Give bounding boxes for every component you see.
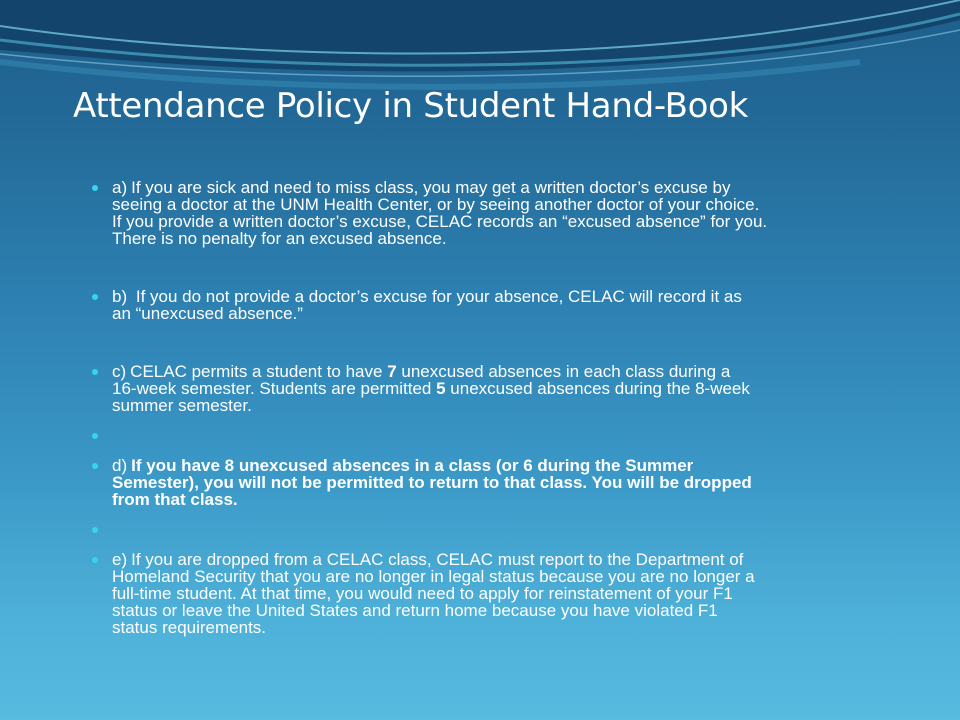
bullet-c-line-2 xyxy=(112,380,912,397)
bullet-item-d xyxy=(92,457,912,508)
bullet-a-line-3: If you provide a written doctor’s excuse, CELAC records an “excused absence” for you. xyxy=(112,212,768,231)
bullet-c-text-1b: unexcused absences in each class during a xyxy=(396,362,731,381)
bullet-d-label: d) xyxy=(112,456,128,475)
bullet-dot-icon xyxy=(92,294,98,300)
bullet-e-line-5: status requirements. xyxy=(112,618,267,637)
bullet-a-line-1 xyxy=(112,179,912,196)
bullet-dot-icon xyxy=(92,557,98,563)
bullet-b-line-2: an “unexcused absence.” xyxy=(112,304,303,323)
bullet-e-label: e) xyxy=(112,550,128,569)
empty-bullet-item xyxy=(92,427,912,444)
bullet-a-line-4: There is no penalty for an excused absence. xyxy=(112,229,447,248)
bullet-e-line-3: full-time student. At that time, you would need to apply for reinstatement of your F1 xyxy=(112,584,733,603)
bullet-dot-icon xyxy=(92,185,98,191)
bullet-dot-icon xyxy=(92,463,98,469)
bullet-c-bold-1: 7 xyxy=(387,362,397,381)
bullet-e-line-1 xyxy=(112,551,912,568)
bullet-a-text-1: If you are sick and need to miss class, you may get a written doctor’s excuse by xyxy=(131,178,731,197)
bullet-d-text-1: If you have 8 unexcused absences in a class (or 6 during the Summer xyxy=(131,456,694,475)
slide-title: Attendance Policy in Student Hand-Book xyxy=(73,86,749,126)
bullet-c-label: c) xyxy=(112,362,127,381)
bullet-b-text-1: If you do not provide a doctor’s excuse for your absence, CELAC will record it as xyxy=(131,287,742,306)
bullet-item-c xyxy=(92,363,912,414)
bullet-e-line-4: status or leave the United States and return home because you have violated F1 xyxy=(112,601,718,620)
bullet-item-e xyxy=(92,551,912,636)
bullet-b-label: b) xyxy=(112,287,128,306)
bullet-c-bold-2: 5 xyxy=(436,379,446,398)
bullet-c-text-1a: CELAC permits a student to have xyxy=(130,362,388,381)
bullet-c-line-1 xyxy=(112,363,912,380)
bullet-d-line-2: Semester), you will not be permitted to return to that class. You will be dropped xyxy=(112,473,752,492)
bullet-dot-icon xyxy=(92,369,98,375)
bullet-b-line-1 xyxy=(112,288,912,305)
bullet-item-a xyxy=(92,179,912,247)
bullet-list xyxy=(92,179,912,636)
bullet-e-text-1: If you are dropped from a CELAC class, CELAC must report to the Department of xyxy=(131,550,744,569)
bullet-d-line-1 xyxy=(112,457,912,474)
empty-bullet-item xyxy=(92,521,912,538)
bullet-c-text-2a: 16-week semester. Students are permitted xyxy=(112,379,437,398)
bullet-a-line-2: seeing a doctor at the UNM Health Center, or by seeing another doctor of your choice. xyxy=(112,195,760,214)
bullet-c-text-2b: unexcused absences during the 8-week xyxy=(445,379,750,398)
bullet-dot-icon xyxy=(92,433,98,439)
bullet-c-line-3: summer semester. xyxy=(112,396,252,415)
bullet-d-line-3: from that class. xyxy=(112,490,238,509)
bullet-item-b xyxy=(92,288,912,322)
bullet-e-line-2: Homeland Security that you are no longer in legal status because you are no longer a xyxy=(112,567,755,586)
bullet-a-label: a) xyxy=(112,178,128,197)
bullet-dot-icon xyxy=(92,527,98,533)
